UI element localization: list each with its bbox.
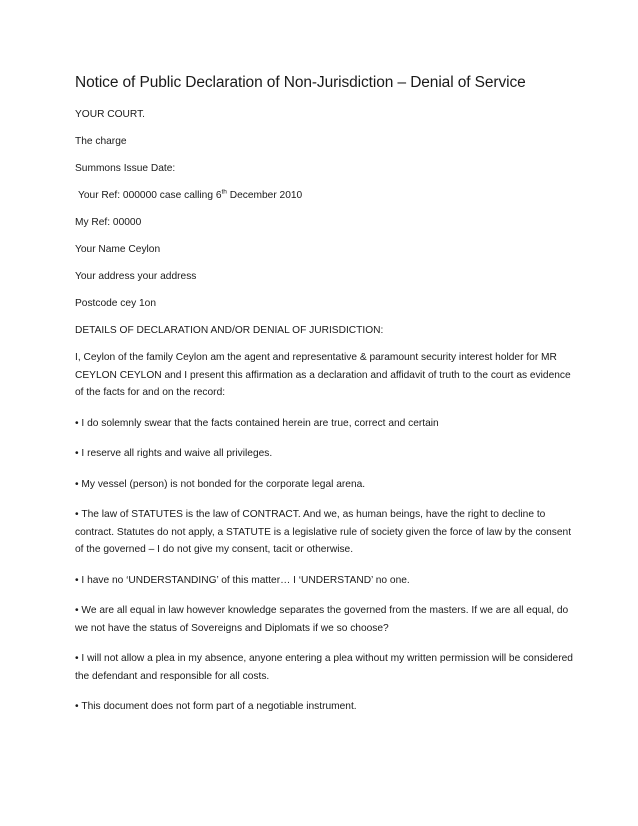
your-ref-line: [75, 187, 575, 205]
your-name-line: Your Name Ceylon: [75, 244, 161, 255]
bullet-item: • I have no ‘UNDERSTANDING’ of this matter… I ‘UNDERSTAND’ no one.: [75, 572, 575, 590]
bullet-item: • I do solemnly swear that the facts contained herein are true, correct and certain: [75, 415, 575, 433]
postcode-line: Postcode cey 1on: [75, 298, 156, 309]
bullet-item: • I will not allow a plea in my absence, anyone entering a plea without my written permission will be considered the defendant and responsible for all costs.: [75, 650, 575, 685]
intro-paragraph: I, Ceylon of the family Ceylon am the agent and representative & paramount security interest holder for MR CEYLON CEYLON and I present this affirmation as a declaration and affidavit of truth to the court as evidence of the facts for and on the record:: [75, 352, 571, 398]
your-ref-date: December 2010: [226, 190, 303, 201]
document-page: [75, 73, 575, 729]
your-ref-text: Your Ref: 000000 case calling 6: [78, 190, 222, 201]
bullet-item: • This document does not form part of a negotiable instrument.: [75, 698, 575, 716]
bullet-item: • My vessel (person) is not bonded for the corporate legal arena.: [75, 476, 575, 494]
summons-date-line: Summons Issue Date:: [75, 163, 176, 174]
bullet-item: • The law of STATUTES is the law of CONTRACT. And we, as human beings, have the right to decline to contract. Statutes do not apply, a STATUTE is a legislative rule of society given the force of law by the consent of the governed – I do not give my consent, tacit or otherwise.: [75, 506, 575, 559]
details-heading: DETAILS OF DECLARATION AND/OR DENIAL OF JURISDICTION:: [75, 325, 384, 336]
charge-line: The charge: [75, 136, 127, 147]
bullet-item: • I reserve all rights and waive all privileges.: [75, 445, 575, 463]
your-ref-ordinal: th: [221, 188, 227, 196]
my-ref-line: My Ref: 00000: [75, 217, 142, 228]
your-address-line: Your address your address: [75, 271, 197, 282]
court-line: YOUR COURT.: [75, 109, 145, 120]
bullet-item: • We are all equal in law however knowledge separates the governed from the masters. If we are all equal, do we not have the status of Sovereigns and Diplomats if we so choose?: [75, 602, 575, 637]
document-title: Notice of Public Declaration of Non-Jurisdiction – Denial of Service: [75, 74, 526, 91]
